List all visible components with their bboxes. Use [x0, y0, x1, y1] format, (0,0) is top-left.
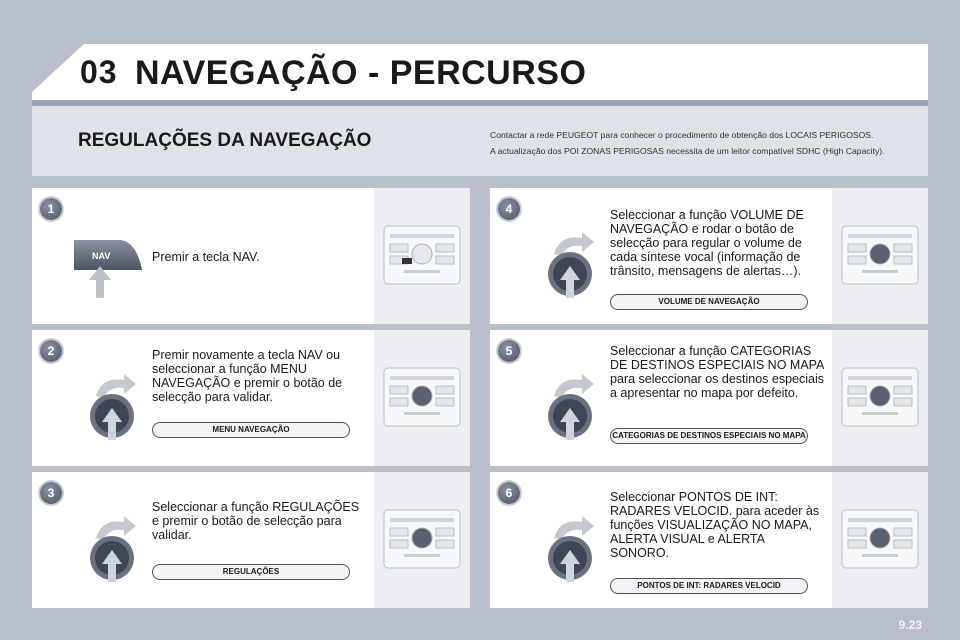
step-badge: 6: [498, 482, 520, 504]
nav-key-icon: [70, 232, 146, 302]
step-badge: 5: [498, 340, 520, 362]
menu-path-pill: REGULAÇÕES: [152, 564, 350, 580]
radio-unit-icon: [840, 224, 920, 286]
radio-unit-icon: [382, 366, 462, 428]
image-column: [374, 330, 470, 466]
note: [490, 127, 920, 159]
subheader-title: REGULAÇÕES DA NAVEGAÇÃO: [78, 130, 372, 151]
rotary-dial-icon: [84, 512, 144, 584]
image-column: [832, 188, 928, 324]
radio-unit-icon: [382, 224, 462, 286]
section-number: 03: [80, 54, 118, 90]
menu-path-pill: MENU NAVEGAÇÃO: [152, 422, 350, 438]
step-panel-1: [32, 188, 470, 324]
step-text: Seleccionar a função VOLUME DE NAVEGAÇÃO e rodar o botão de selecção para regular o volume de cada síntese vocal (informação de trânsito, mensagens de alertas…).: [610, 208, 804, 278]
step-panel-3: [32, 472, 470, 608]
up-arrow-icon: [89, 266, 111, 298]
page-number: 9.23: [898, 618, 922, 632]
image-column: [374, 472, 470, 608]
step-text: Seleccionar a função CATEGORIAS DE DESTINOS ESPECIAIS NO MAPA para seleccionar os destinos especiais a apresentar no mapa por defeito.: [610, 344, 825, 400]
step-panel-6: [490, 472, 928, 608]
step-badge: 2: [40, 340, 62, 362]
rotary-dial-icon: [84, 370, 144, 442]
step-panel-2: [32, 330, 470, 466]
step-text: Premir novamente a tecla NAV ou seleccionar a função MENU NAVEGAÇÃO e premir o botão de selecção para validar.: [152, 348, 343, 404]
menu-path-pill: VOLUME DE NAVEGAÇÃO: [610, 294, 808, 310]
rotary-dial-icon: [542, 370, 602, 442]
image-column: [832, 330, 928, 466]
image-column: [374, 188, 470, 324]
radio-unit-icon: [840, 366, 920, 428]
image-column: [832, 472, 928, 608]
nav-key-label: NAV: [92, 251, 111, 261]
menu-path-pill: PONTOS DE INT: RADARES VELOCID: [610, 578, 808, 594]
note-line-1: Contactar a rede PEUGEOT para conhecer o procedimento de obtenção dos LOCAIS PERIGOSOS.: [490, 130, 874, 140]
rotary-dial-icon: [542, 512, 602, 584]
step-text: Seleccionar a função REGULAÇÕES e premir o botão de selecção para validar.: [152, 500, 360, 542]
radio-unit-icon: [840, 508, 920, 570]
step-badge: 4: [498, 198, 520, 220]
step-text: Seleccionar PONTOS DE INT: RADARES VELOCID. para aceder às funções VISUALIZAÇÃO NO MAPA, ALERTA VISUAL e ALERTA SONORO.: [610, 490, 820, 560]
radio-unit-icon: [382, 508, 462, 570]
step-text: Premir a tecla NAV.: [152, 250, 260, 264]
rotary-dial-icon: [542, 228, 602, 300]
menu-path-pill: CATEGORIAS DE DESTINOS ESPECIAIS NO MAPA: [610, 428, 808, 444]
note-line-2: A actualização dos POI ZONAS PERIGOSAS necessita de um leitor compatível SDHC (High Capacity).: [490, 146, 885, 156]
step-badge: 1: [40, 198, 62, 220]
step-badge: 3: [40, 482, 62, 504]
step-panel-5: [490, 330, 928, 466]
step-panel-4: [490, 188, 928, 324]
page-title: NAVEGAÇÃO - PERCURSO: [135, 54, 587, 92]
